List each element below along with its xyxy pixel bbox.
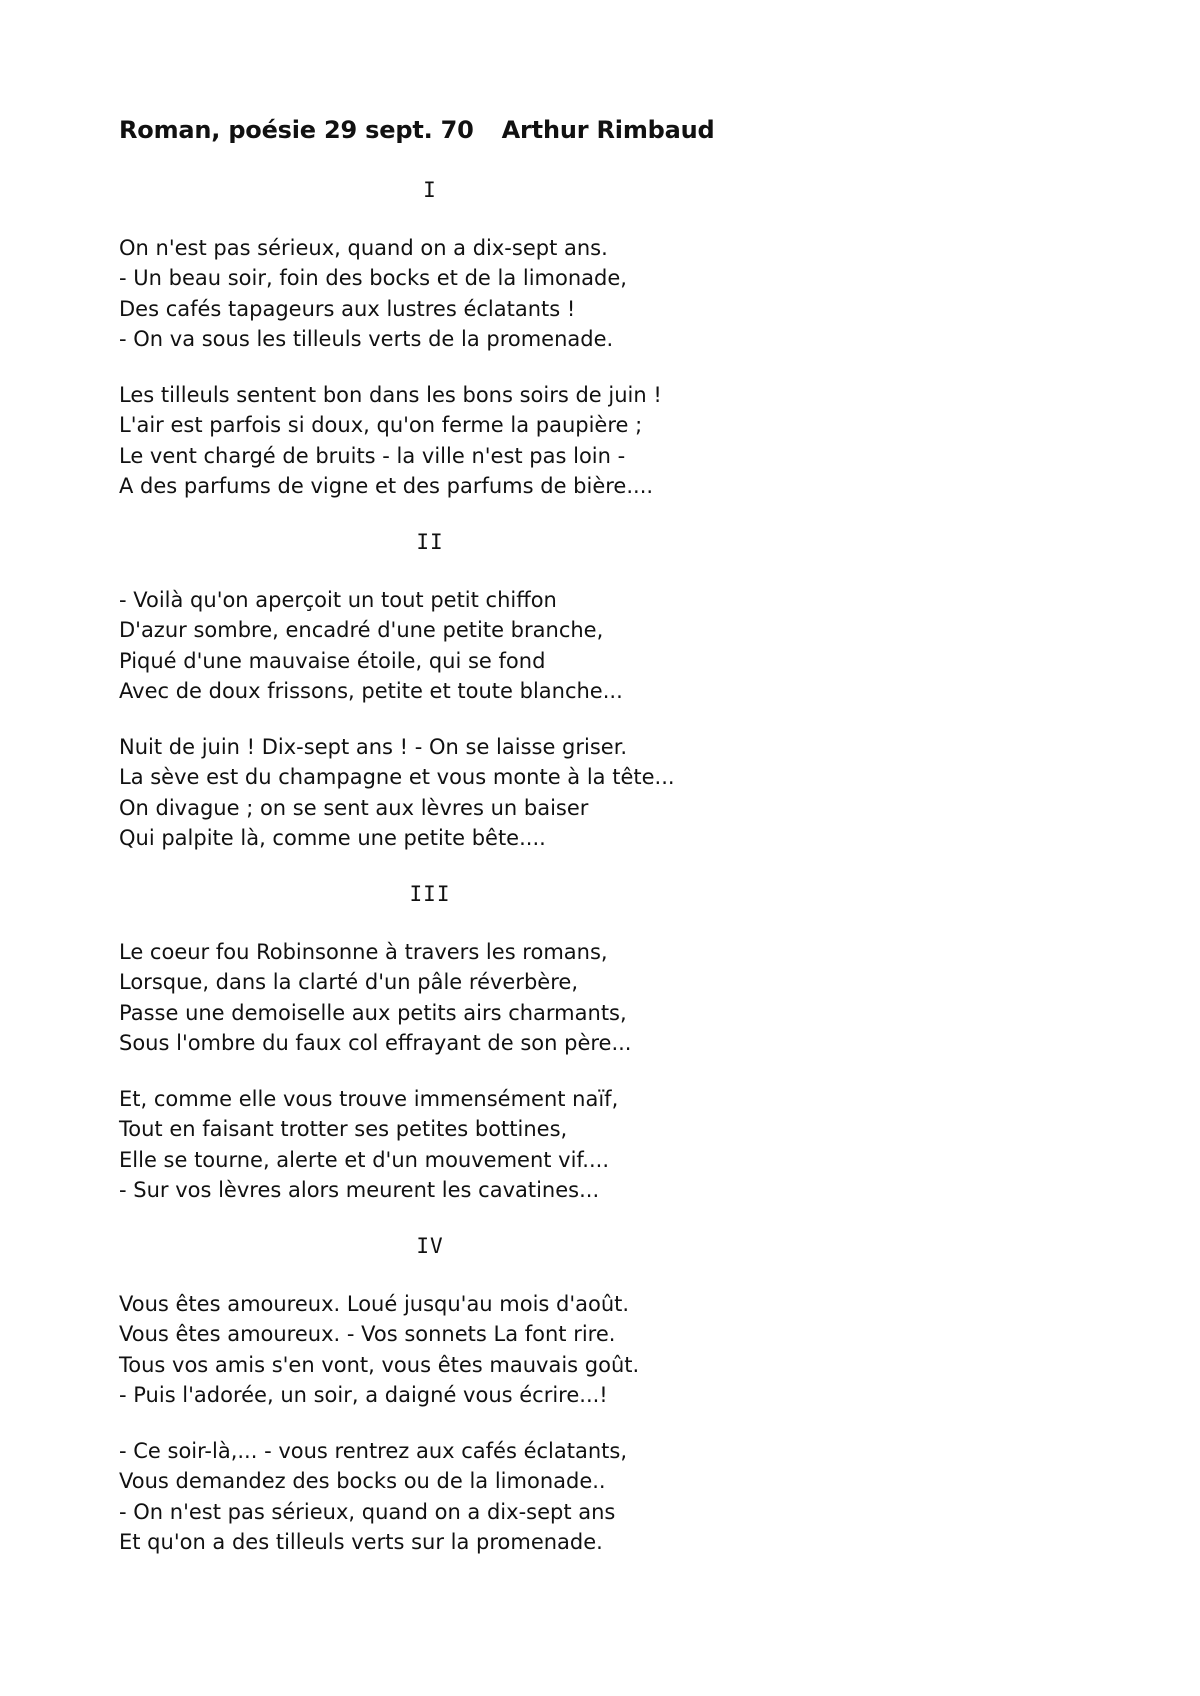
section-numeral-ii: II <box>416 530 444 554</box>
verse-line: Nuit de juin ! Dix-sept ans ! - On se laisse griser. <box>119 735 628 759</box>
verse-line: - Ce soir-là,... - vous rentrez aux cafés éclatants, <box>119 1439 628 1463</box>
verse-line: - Puis l'adorée, un soir, a daigné vous écrire...! <box>119 1382 608 1407</box>
verse-line: Le vent chargé de bruits - la ville n'est pas loin - <box>119 443 626 468</box>
verse-line: Elle se tourne, alerte et d'un mouvement vif.... <box>119 1147 610 1172</box>
verse-line: - Sur vos lèvres alors meurent les cavatines... <box>119 1177 600 1202</box>
verse-line: D'azur sombre, encadré d'une petite branche, <box>119 618 604 643</box>
verse-line: Des cafés tapageurs aux lustres éclatants ! <box>119 296 576 321</box>
section-numeral-iv: IV <box>416 1234 444 1258</box>
verse-line: On divague ; on se sent aux lèvres un baiser <box>119 795 589 820</box>
stanza-3 <box>119 585 623 706</box>
verse-line: Vous êtes amoureux. - Vos sonnets La font rire. <box>119 1322 616 1347</box>
verse-line: Et qu'on a des tilleuls verts sur la promenade. <box>119 1529 603 1554</box>
verse-line: Vous êtes amoureux. Loué jusqu'au mois d'août. <box>119 1292 630 1316</box>
stanza-8 <box>119 1436 627 1557</box>
verse-line: Tout en faisant trotter ses petites bottines, <box>119 1117 568 1142</box>
stanza-2 <box>119 380 662 501</box>
stanza-4 <box>119 732 675 853</box>
section-numeral-iii: III <box>409 882 451 906</box>
verse-line: Avec de doux frissons, petite et toute blanche... <box>119 678 623 703</box>
document-header <box>119 116 714 144</box>
verse-line: Lorsque, dans la clarté d'un pâle réverbère, <box>119 970 578 995</box>
verse-line: Les tilleuls sentent bon dans les bons soirs de juin ! <box>119 383 662 407</box>
verse-line: A des parfums de vigne et des parfums de bière.... <box>119 473 654 498</box>
poem-title: Roman, poésie 29 sept. 70 <box>119 116 474 144</box>
verse-line: - On n'est pas sérieux, quand on a dix-sept ans <box>119 1499 616 1524</box>
verse-line: La sève est du champagne et vous monte à la tête... <box>119 765 675 790</box>
verse-line: Et, comme elle vous trouve immensément naïf, <box>119 1087 619 1111</box>
verse-line: On n'est pas sérieux, quand on a dix-sept ans. <box>119 236 608 260</box>
stanza-6 <box>119 1084 618 1205</box>
verse-line: Passe une demoiselle aux petits airs charmants, <box>119 1000 627 1025</box>
stanza-1 <box>119 233 627 354</box>
stanza-7 <box>119 1289 639 1410</box>
section-numeral-i: I <box>423 178 437 202</box>
verse-line: Tous vos amis s'en vont, vous êtes mauvais goût. <box>119 1352 640 1377</box>
verse-line: - Voilà qu'on aperçoit un tout petit chiffon <box>119 588 557 612</box>
verse-line: L'air est parfois si doux, qu'on ferme la paupière ; <box>119 413 643 438</box>
verse-line: Le coeur fou Robinsonne à travers les romans, <box>119 940 608 964</box>
verse-line: Piqué d'une mauvaise étoile, qui se fond <box>119 648 546 673</box>
verse-line: Qui palpite là, comme une petite bête.... <box>119 825 546 850</box>
verse-line: Vous demandez des bocks ou de la limonade.. <box>119 1469 606 1494</box>
stanza-5 <box>119 937 631 1058</box>
verse-line: - On va sous les tilleuls verts de la promenade. <box>119 326 614 351</box>
poem-author: Arthur Rimbaud <box>501 116 715 144</box>
verse-line: Sous l'ombre du faux col effrayant de son père... <box>119 1030 632 1055</box>
verse-line: - Un beau soir, foin des bocks et de la limonade, <box>119 266 627 291</box>
